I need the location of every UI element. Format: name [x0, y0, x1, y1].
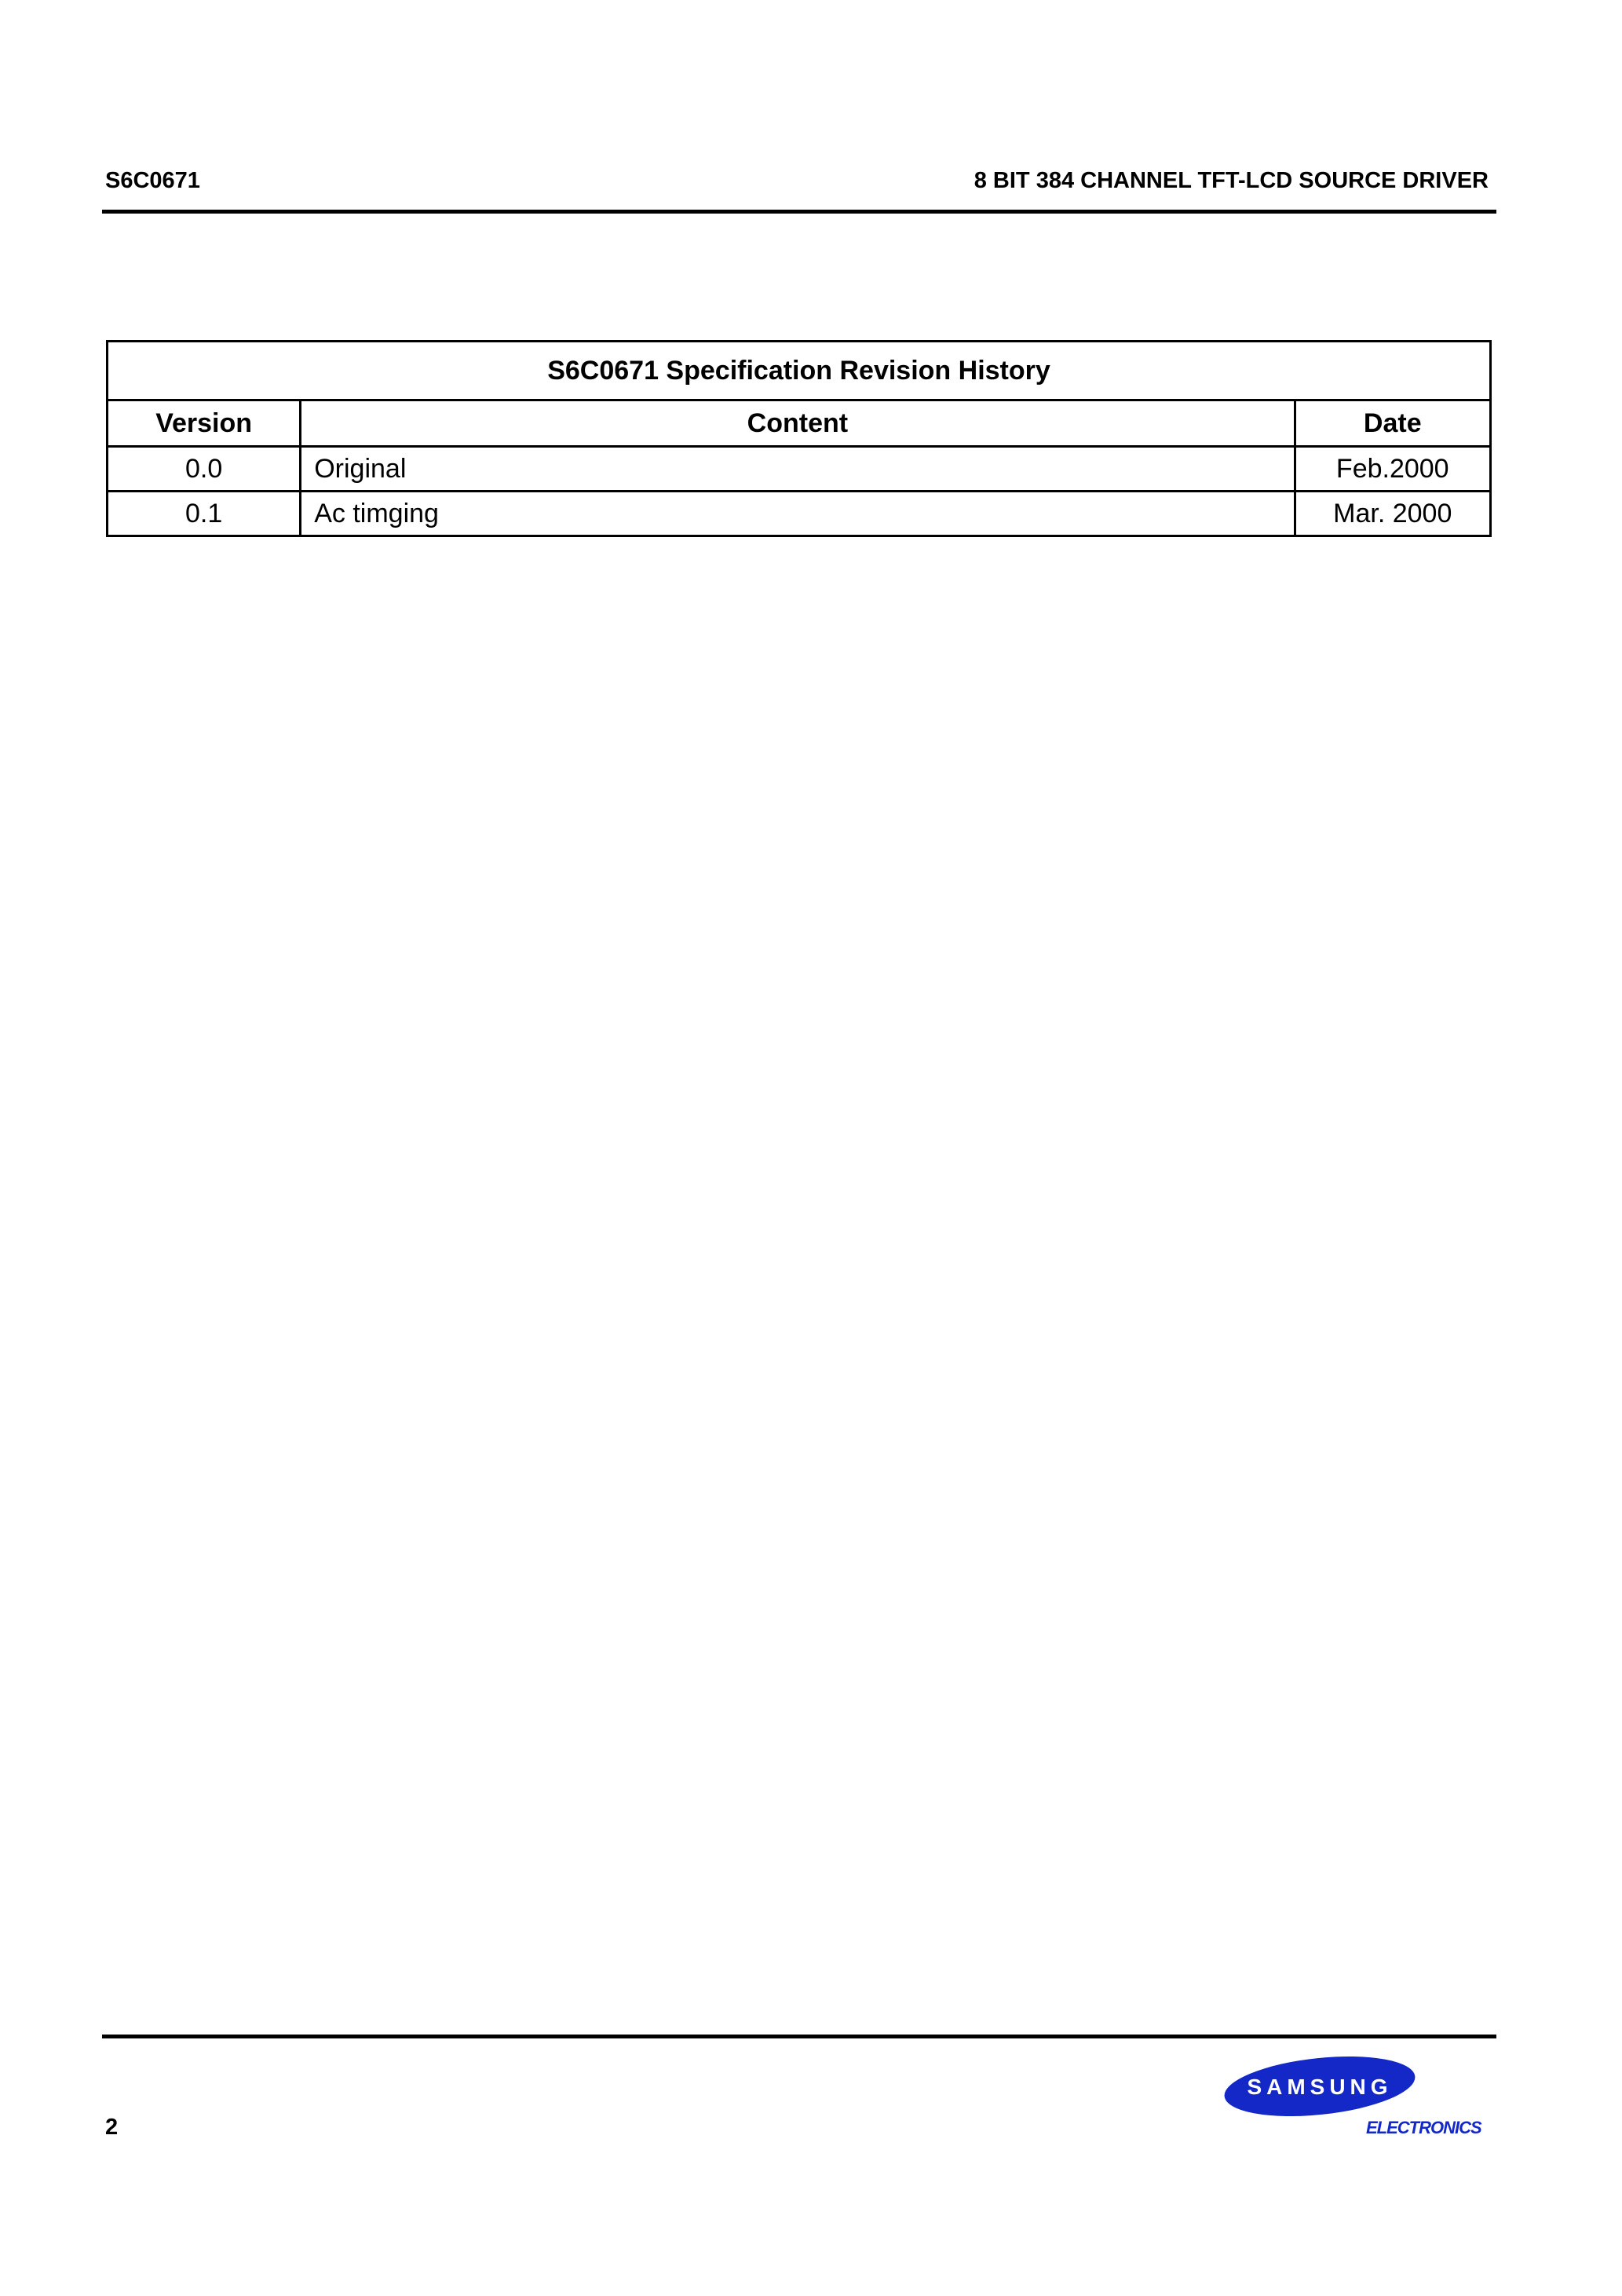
column-header-date: Date [1295, 400, 1490, 447]
table-title: S6C0671 Specification Revision History [108, 342, 1491, 400]
page-number: 2 [105, 2115, 119, 2140]
header-part-number: S6C0671 [105, 168, 200, 193]
column-header-content: Content [301, 400, 1295, 447]
cell-date: Feb.2000 [1295, 447, 1490, 492]
cell-content: Ac timging [301, 492, 1295, 536]
electronics-label: ELECTRONICS [1366, 2118, 1481, 2137]
column-header-version: Version [108, 400, 301, 447]
header-divider [102, 210, 1496, 214]
page-header [102, 168, 1496, 199]
samsung-logo [1222, 2051, 1418, 2122]
header-product-title: 8 BIT 384 CHANNEL TFT-LCD SOURCE DRIVER [974, 168, 1489, 193]
cell-date: Mar. 2000 [1295, 492, 1490, 536]
cell-content: Original [301, 447, 1295, 492]
footer-divider [102, 2035, 1496, 2038]
samsung-logo-text: SAMSUNG [1247, 2075, 1393, 2099]
revision-history-table [106, 340, 1492, 537]
cell-version: 0.1 [108, 492, 301, 536]
table-title-row [108, 342, 1491, 400]
table-row [108, 447, 1491, 492]
cell-version: 0.0 [108, 447, 301, 492]
table-header-row [108, 400, 1491, 447]
table-row [108, 492, 1491, 536]
